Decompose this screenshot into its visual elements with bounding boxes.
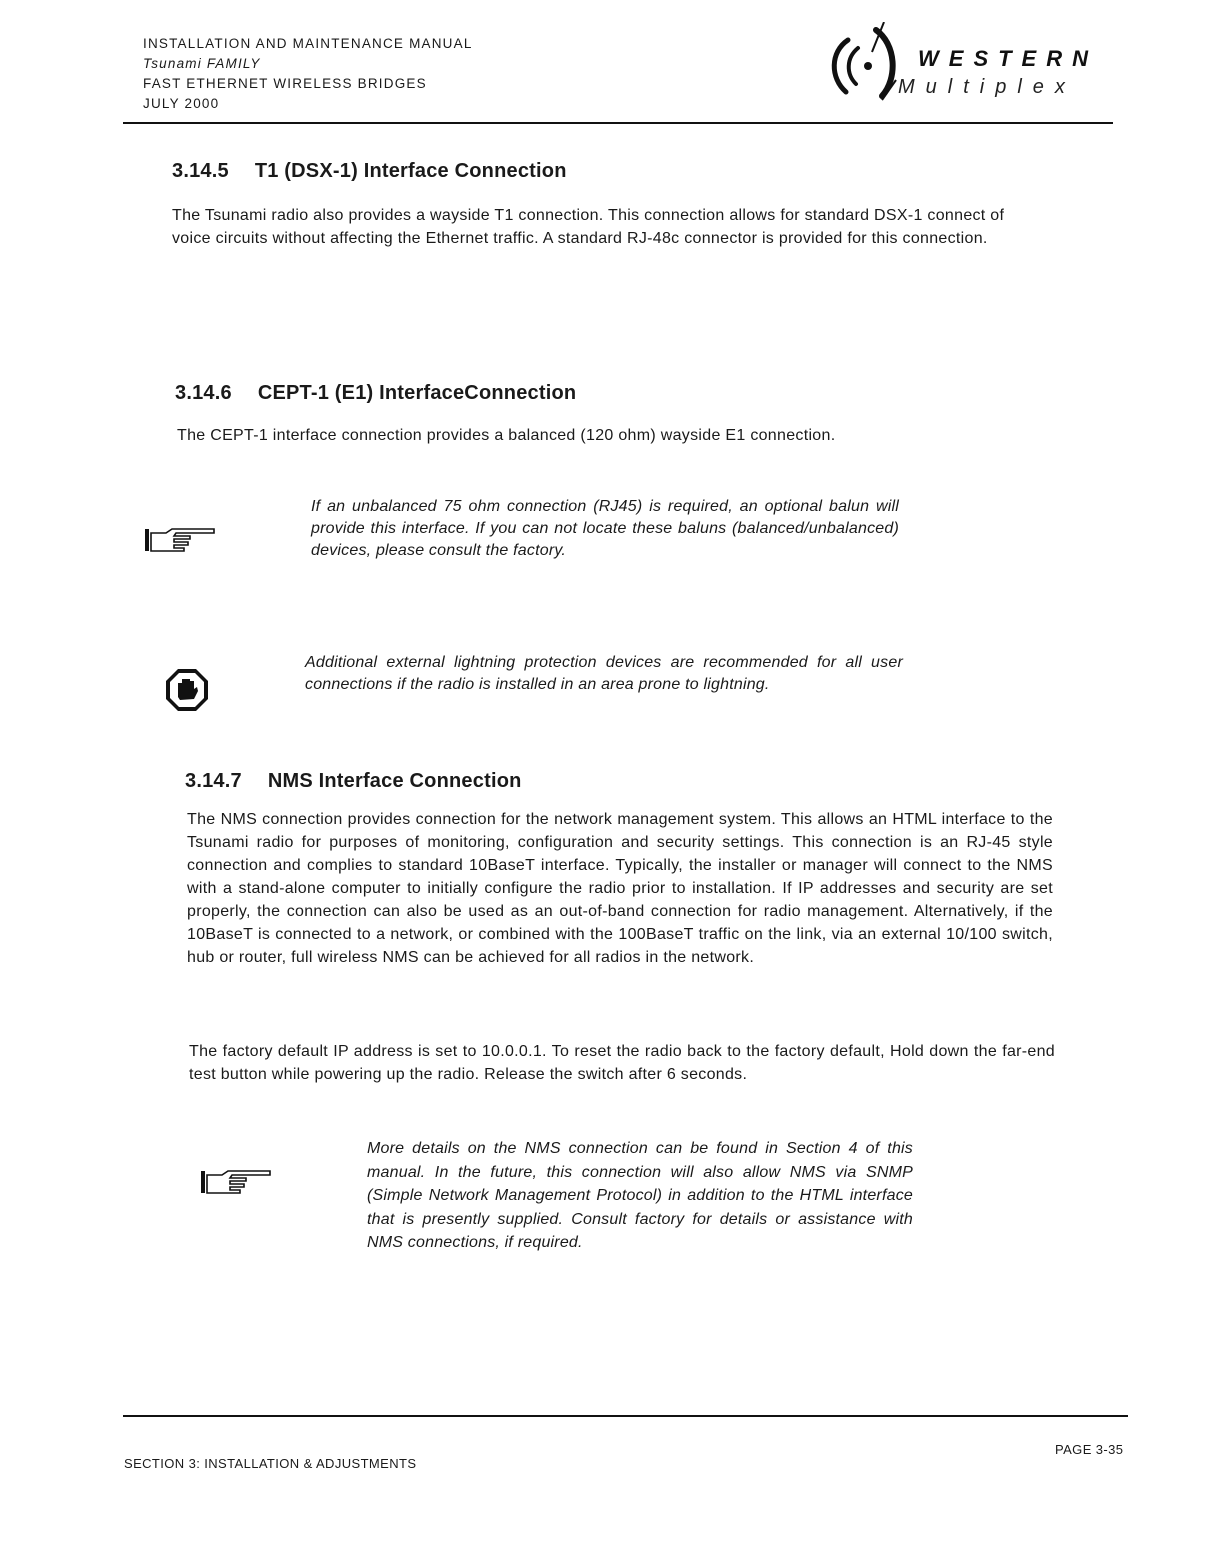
section-paragraph: The CEPT-1 interface connection provides a balanced (120 ohm) wayside E1 connection. — [177, 427, 836, 444]
section-heading-3-14-6 — [175, 382, 576, 405]
header-product: FAST ETHERNET WIRELESS BRIDGES — [143, 76, 427, 91]
section-title: CEPT-1 (E1) InterfaceConnection — [257, 382, 577, 404]
logo-subword: Multiplex — [898, 76, 1076, 98]
stop-hand-icon — [164, 667, 210, 713]
header-family-name: Tsunami FAMILY — [143, 56, 261, 71]
section-title: T1 (DSX-1) Interface Connection — [254, 160, 567, 182]
section-number: 3.14.7 — [185, 770, 242, 792]
footer-rule — [123, 1415, 1128, 1417]
section-title: NMS Interface Connection — [267, 770, 522, 792]
note-text: Additional external lightning protection devices are recommended for all user connections if the radio is installed in an area prone to lightning. — [305, 654, 903, 693]
header-manual-title: INSTALLATION AND MAINTENANCE MANUAL — [143, 36, 473, 51]
note-text: If an unbalanced 75 ohm connection (RJ45) is required, an optional balun will provide this interface. If you can not locate these baluns (balanced/unbalanced) devices, please consult the factory. — [311, 498, 899, 559]
header-family — [143, 54, 473, 74]
section-paragraph: The NMS connection provides connection for the network management system. This allows an HTML interface to the Tsunami radio for purposes of monitoring, configuration and security settings. This connection is an RJ-45 style connection and complies to standard 10BaseT interface. Typically, the installer or manager will connect to the NMS with a stand-alone computer to initially configure the radio prior to installation. If IP addresses and security are set properly, the connection can also be used as an out-of-band connection for radio management. Alternatively, if the 10BaseT is connected to a network, or combined with the 100BaseT traffic on the link, via an external 10/100 switch, hub or router, full wireless NMS can be achieved for all radios in the network. — [187, 811, 1053, 966]
section-paragraph: The factory default IP address is set to 10.0.0.1. To reset the radio back to the factory default, Hold down the far-end test button while powering up the radio. Release the switch after 6 seconds. — [189, 1043, 1055, 1083]
section-number: 3.14.6 — [175, 382, 232, 404]
header-rule — [123, 122, 1113, 124]
header-date: JULY 2000 — [143, 96, 220, 111]
section-heading-3-14-5 — [172, 160, 567, 183]
footer-section-label: SECTION 3: INSTALLATION & ADJUSTMENTS — [124, 1456, 417, 1471]
section-number: 3.14.5 — [172, 160, 229, 182]
pointing-hand-icon — [144, 525, 216, 555]
footer-page-number: PAGE 3-35 — [1055, 1442, 1124, 1457]
note-text: More details on the NMS connection can be found in Section 4 of this manual. In the future, this connection will also allow NMS via SNMP (Simple Network Management Protocol) in addition to the HTML interface that is presently supplied. Consult factory for details or assistance with NMS connections, if required. — [367, 1140, 913, 1251]
document-header — [143, 34, 473, 114]
section-heading-3-14-7 — [185, 770, 522, 793]
section-paragraph: The Tsunami radio also provides a wayside T1 connection. This connection allows for standard DSX-1 connect of voice circuits without affecting the Ethernet traffic. A standard RJ-48c connector is provided for this connection. — [172, 207, 1005, 247]
logo-word: WESTERN — [918, 46, 1098, 71]
pointing-hand-icon — [200, 1167, 272, 1197]
